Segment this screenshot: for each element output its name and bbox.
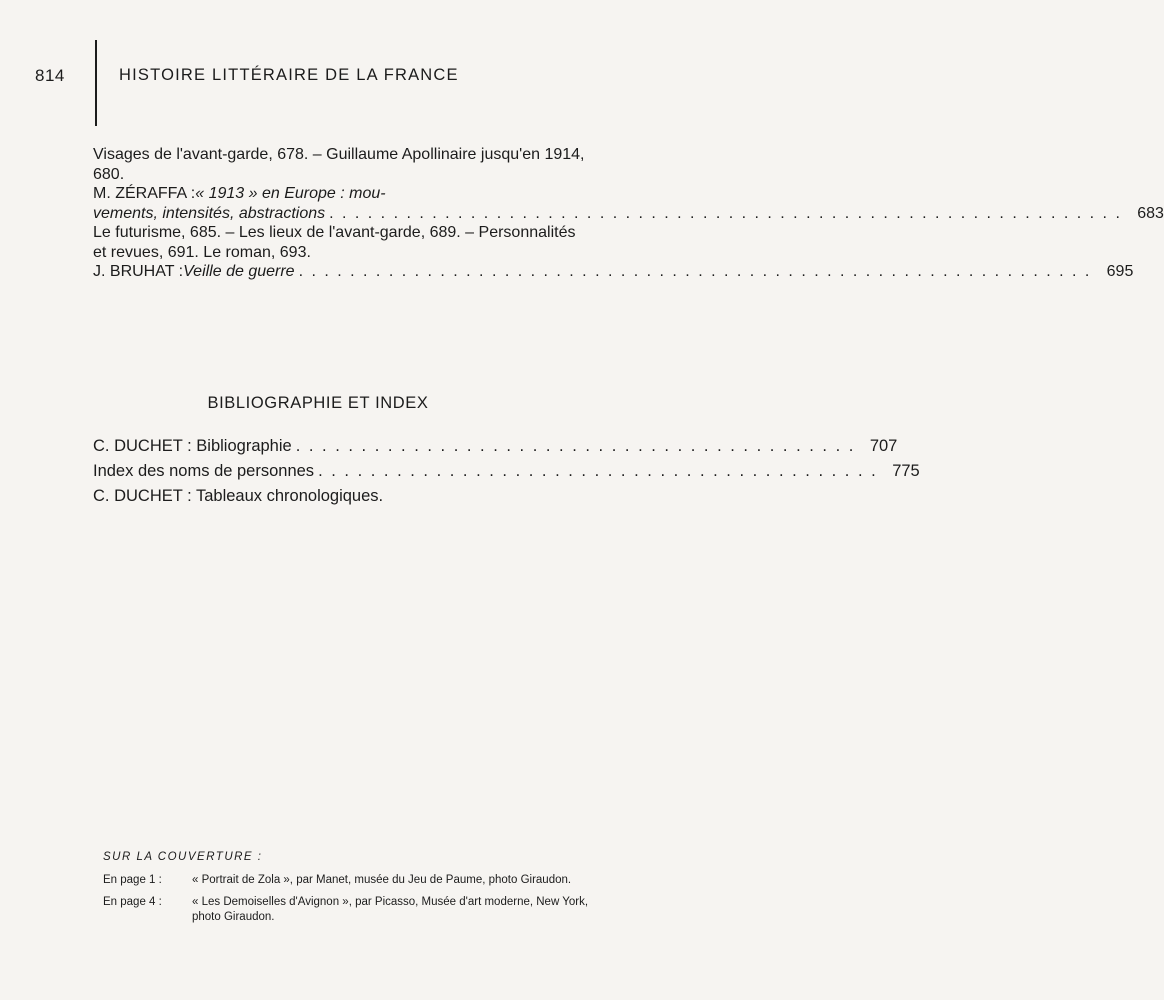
cover-credit-text: « Les Demoiselles d'Avignon », par Picasso, Musée d'art moderne, New York, photo Giraudon. — [192, 896, 589, 923]
toc-title: vements, intensités, abstractions — [93, 204, 326, 222]
section-heading: BIBLIOGRAPHIE ET INDEX — [207, 394, 429, 412]
toc-entry-line — [93, 262, 1134, 282]
toc-author: J. BRUHAT : — [93, 263, 184, 280]
toc-title: Veille de guerre — [183, 263, 295, 280]
header-divider — [95, 40, 97, 126]
bibliography-item — [93, 484, 591, 509]
bibliography-page-number: 707 — [869, 437, 898, 455]
toc-page-number: 695 — [1106, 263, 1134, 280]
cover-credits — [103, 850, 613, 932]
cover-credit-text: « Portrait de Zola », par Manet, musée du Jeu de Paume, photo Giraudon. — [192, 873, 572, 886]
toc-entry-zeraffa — [93, 184, 1164, 223]
toc-entry-line — [93, 184, 591, 204]
cover-credit-item — [103, 873, 613, 888]
bibliography-item — [93, 434, 898, 459]
dot-leader: . . . . . . . . . . . . . . . . . . . . . . . . . . . . . . . . . . . . . . . . . . . — [295, 437, 856, 455]
dot-leader — [295, 262, 1096, 282]
cover-credit-label: En page 1 : — [103, 873, 162, 886]
toc-author: M. ZÉRAFFA : — [93, 185, 196, 202]
toc-entry-visages: Visages de l'avant-garde, 678. – Guillaume Apollinaire jusqu'en 1914, 680. — [93, 146, 585, 183]
toc-entry-bruhat — [93, 262, 1134, 282]
toc-entry-line — [93, 204, 1164, 224]
page-number: 814 — [35, 66, 65, 85]
toc-page-number: 683 — [1137, 204, 1164, 222]
toc-title: « 1913 » en Europe : mou- — [195, 185, 386, 202]
bibliography-label: Index des noms de personnes — [93, 462, 315, 480]
toc-entry-futurisme: Le futurisme, 685. – Les lieux de l'avant-garde, 689. – Personnalités et revues, 691. Le roman, 693. — [93, 224, 576, 261]
bibliography-label: C. DUCHET : Bibliographie — [93, 437, 292, 455]
dot-leader: . . . . . . . . . . . . . . . . . . . . . . . . . . . . . . . . . . . . . . . . . . . — [318, 462, 878, 480]
running-title: HISTOIRE LITTÉRAIRE DE LA FRANCE — [119, 66, 459, 84]
bibliography-label: C. DUCHET : Tableaux chronologiques. — [93, 487, 384, 505]
table-of-contents — [93, 145, 1164, 282]
dot-leader — [325, 204, 1126, 224]
cover-credit-item — [103, 895, 613, 924]
cover-credit-label: En page 4 : — [103, 896, 162, 908]
cover-credits-title: SUR LA COUVERTURE : — [103, 851, 263, 863]
bibliography-page-number: 775 — [892, 462, 920, 480]
bibliography-list — [93, 434, 920, 509]
bibliography-item — [93, 459, 920, 484]
